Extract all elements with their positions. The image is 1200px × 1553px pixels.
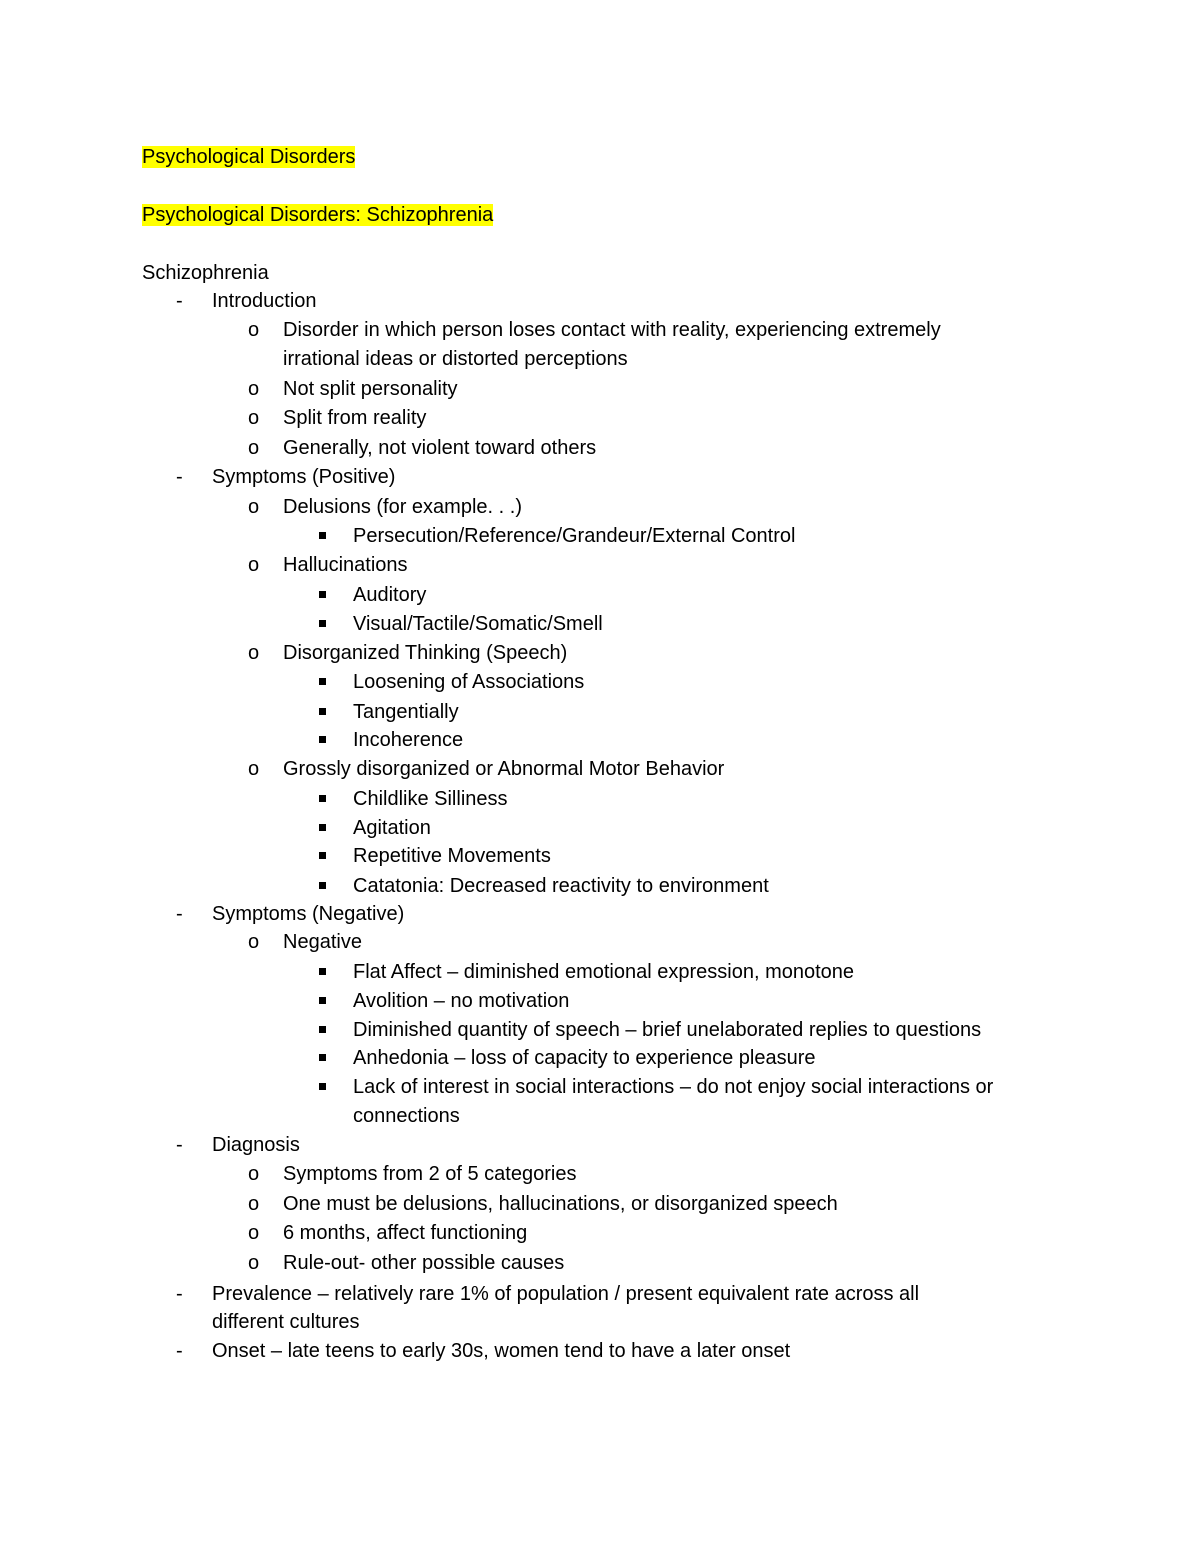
sub-list-item: Visual/Tactile/Somatic/Smell [353, 613, 603, 635]
square-bullet [319, 824, 326, 831]
square-bullet [319, 1083, 326, 1090]
section-heading-diagnosis: Diagnosis [212, 1134, 300, 1156]
sub-list-item: Diminished quantity of speech – brief unelaborated replies to questions [353, 1019, 982, 1041]
sub-list-item: Tangentially [353, 701, 459, 723]
list-item: Disorder in which person loses contact with reality, experiencing extremely [283, 319, 941, 341]
square-bullet [319, 532, 326, 539]
list-item: 6 months, affect functioning [283, 1222, 528, 1244]
subtitle-highlight: Psychological Disorders: Schizophrenia [142, 204, 494, 226]
square-bullet [319, 1054, 326, 1061]
circle-bullet: o [248, 1163, 260, 1185]
square-bullet [319, 620, 326, 627]
square-bullet [319, 882, 326, 889]
sub-list-item: Childlike Silliness [353, 788, 508, 810]
sub-list-item: Catatonia: Decreased reactivity to environment [353, 875, 769, 897]
dash-bullet: - [176, 290, 183, 312]
sub-list-item: Anhedonia – loss of capacity to experience pleasure [353, 1047, 816, 1069]
square-bullet [319, 968, 326, 975]
list-item: Symptoms from 2 of 5 categories [283, 1163, 577, 1185]
sub-list-item: Repetitive Movements [353, 845, 551, 867]
section-heading-negative-symptoms: Symptoms (Negative) [212, 903, 405, 925]
section-heading-onset: Onset – late teens to early 30s, women tend to have a later onset [212, 1340, 791, 1362]
circle-bullet: o [248, 437, 260, 459]
dash-bullet: - [176, 466, 183, 488]
title-highlight: Psychological Disorders [142, 146, 356, 168]
section-heading-introduction: Introduction [212, 290, 317, 312]
circle-bullet: o [248, 1222, 260, 1244]
circle-bullet: o [248, 378, 260, 400]
list-item: Rule-out- other possible causes [283, 1252, 565, 1274]
list-item: One must be delusions, hallucinations, or disorganized speech [283, 1193, 838, 1215]
section-heading-prevalence: Prevalence – relatively rare 1% of population / present equivalent rate across all [212, 1283, 920, 1305]
sub-list-item-continuation: connections [353, 1105, 460, 1127]
square-bullet [319, 852, 326, 859]
sub-list-item: Avolition – no motivation [353, 990, 570, 1012]
sub-list-item: Loosening of Associations [353, 671, 585, 693]
sub-list-item: Auditory [353, 584, 427, 606]
sub-list-item: Lack of interest in social interactions – do not enjoy social interactions or [353, 1076, 994, 1098]
circle-bullet: o [248, 319, 260, 341]
list-item: Split from reality [283, 407, 427, 429]
list-item: Hallucinations [283, 554, 408, 576]
circle-bullet: o [248, 1252, 260, 1274]
list-item: Not split personality [283, 378, 458, 400]
document-subtitle [142, 203, 493, 227]
section-heading-positive-symptoms: Symptoms (Positive) [212, 466, 396, 488]
section-heading-continuation: different cultures [212, 1311, 360, 1333]
list-item: Negative [283, 931, 362, 953]
circle-bullet: o [248, 758, 260, 780]
circle-bullet: o [248, 1193, 260, 1215]
square-bullet [319, 736, 326, 743]
circle-bullet: o [248, 642, 260, 664]
dash-bullet: - [176, 903, 183, 925]
list-item: Disorganized Thinking (Speech) [283, 642, 568, 664]
square-bullet [319, 795, 326, 802]
circle-bullet: o [248, 496, 260, 518]
dash-bullet: - [176, 1340, 183, 1362]
square-bullet [319, 708, 326, 715]
document-title [142, 145, 355, 169]
circle-bullet: o [248, 407, 260, 429]
square-bullet [319, 997, 326, 1004]
circle-bullet: o [248, 554, 260, 576]
square-bullet [319, 1026, 326, 1033]
square-bullet [319, 678, 326, 685]
topic-heading: Schizophrenia [142, 262, 269, 284]
sub-list-item: Incoherence [353, 729, 464, 751]
dash-bullet: - [176, 1283, 183, 1305]
sub-list-item: Agitation [353, 817, 431, 839]
list-item: Generally, not violent toward others [283, 437, 597, 459]
list-item: Grossly disorganized or Abnormal Motor Behavior [283, 758, 725, 780]
square-bullet [319, 591, 326, 598]
sub-list-item: Persecution/Reference/Grandeur/External Control [353, 525, 796, 547]
dash-bullet: - [176, 1134, 183, 1156]
sub-list-item: Flat Affect – diminished emotional expression, monotone [353, 961, 855, 983]
circle-bullet: o [248, 931, 260, 953]
list-item: Delusions (for example. . .) [283, 496, 522, 518]
list-item-continuation: irrational ideas or distorted perceptions [283, 348, 628, 370]
